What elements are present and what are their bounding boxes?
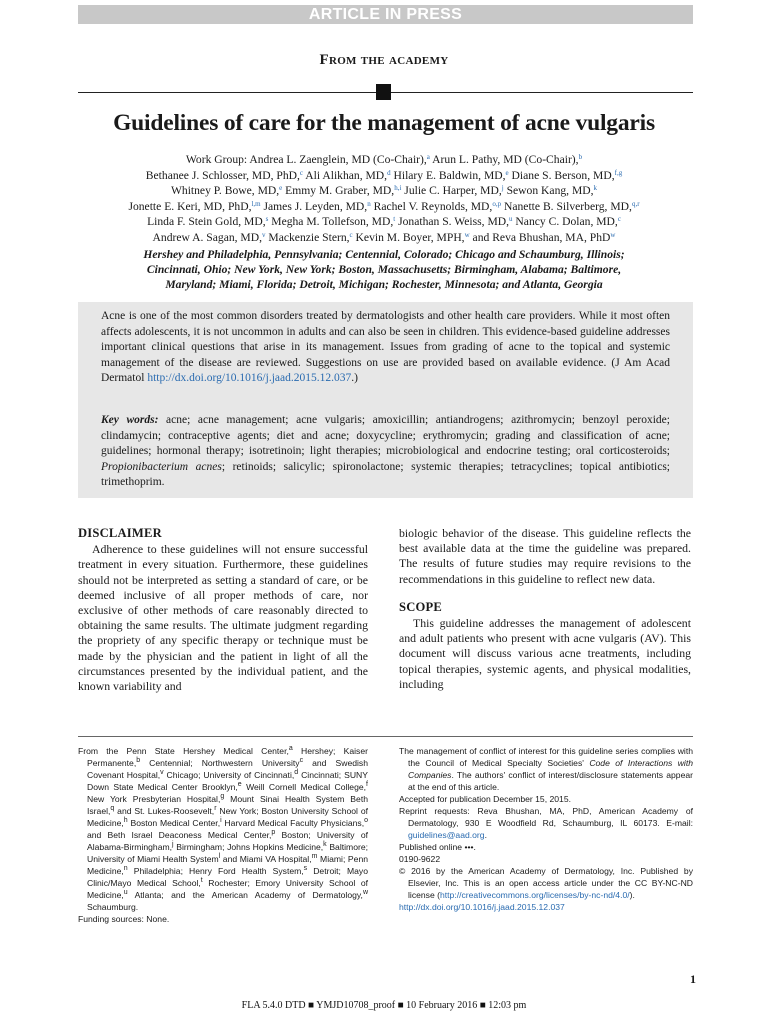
author-list bbox=[60, 152, 708, 246]
article-title: Guidelines of care for the management of acne vulgaris bbox=[113, 110, 655, 136]
keywords-text-end: ; retinoids; salicylic; spironolactone; systemic therapies; tetracyclines; topical antibiotics; trimethoprim. bbox=[101, 460, 670, 489]
affiliation-text: and Swedish Covenant Hospital, bbox=[87, 758, 368, 780]
copyright-note bbox=[399, 865, 693, 901]
author-name: Arun L. Pathy, MD (Co-Chair), bbox=[429, 153, 579, 166]
affiliation-marker[interactable]: h,i bbox=[394, 184, 402, 193]
affiliation-marker[interactable]: v bbox=[262, 230, 266, 239]
affiliation-key: s bbox=[303, 865, 308, 872]
author-name: Rachel V. Reynolds, MD, bbox=[370, 199, 493, 213]
email-link[interactable]: guidelines@aad.org bbox=[408, 830, 485, 840]
abstract-doi-link[interactable]: http://dx.doi.org/10.1016/j.jaad.2015.12.037 bbox=[147, 372, 352, 385]
author-name: Work Group: Andrea L. Zaenglein, MD (Co-Chair), bbox=[185, 153, 427, 166]
continuation-paragraph: biologic behavior of the disease. This guideline reflects the best available data at the time the guideline was prepared. The results of future studies may require revisions to the recommendations in this guideline to reflect new data. bbox=[399, 526, 691, 586]
affiliation-key: h bbox=[123, 817, 128, 824]
affiliation-key: k bbox=[323, 841, 327, 848]
affiliation-marker[interactable]: t bbox=[393, 215, 396, 224]
affiliation-text: and St. Lukes-Roosevelt, bbox=[114, 806, 215, 816]
author-name: James J. Leyden, MD, bbox=[260, 199, 368, 213]
affiliation-marker[interactable]: b bbox=[578, 153, 583, 161]
affiliation-text: Detroit; Mayo Clinic/Mayo Medical School, bbox=[87, 866, 368, 888]
keywords bbox=[101, 413, 670, 491]
author-name: Kevin M. Boyer, MPH, bbox=[352, 230, 465, 244]
location-line: Maryland; Miami, Florida; Detroit, Michigan; Rochester, Minnesota; and Atlanta, Georgia bbox=[165, 278, 603, 292]
affiliation-key: j bbox=[172, 841, 174, 848]
author-name: Jonette E. Keri, MD, PhD, bbox=[128, 199, 252, 213]
affiliation-text: Schaumburg. bbox=[87, 902, 139, 912]
affiliation-marker[interactable]: c bbox=[299, 168, 304, 177]
disclaimer-heading: DISCLAIMER bbox=[78, 526, 162, 540]
page-number: 1 bbox=[690, 972, 696, 986]
affiliation-marker[interactable]: s bbox=[265, 215, 269, 224]
affiliation-text: New York Presbyterian Hospital, bbox=[87, 794, 221, 804]
journal-name: J Am Acad Dermatol bbox=[101, 356, 670, 385]
conflict-text: The management of conflict of interest for this guideline series complies with the Council of Medical Specialty Societies' bbox=[399, 746, 693, 768]
article-notes bbox=[399, 745, 693, 913]
affiliation-marker[interactable]: w bbox=[464, 230, 470, 239]
affiliation-key: l bbox=[218, 853, 221, 860]
affiliation-text: Cincinnati; SUNY Down State Medical Center Brooklyn, bbox=[87, 770, 368, 792]
doi-link[interactable]: http://dx.doi.org/10.1016/j.jaad.2015.12.037 bbox=[399, 902, 565, 912]
license-link[interactable]: http://creativecommons.org/licenses/by-nc-nd/4.0/ bbox=[440, 890, 630, 900]
author-line bbox=[60, 199, 708, 215]
affiliation-text: Harvard Medical Faculty Physicians, bbox=[221, 818, 365, 828]
affiliation-marker[interactable]: q,r bbox=[631, 199, 640, 208]
author-line bbox=[60, 168, 708, 184]
affiliation-text: Centennial; Northwestern University bbox=[140, 758, 300, 768]
affiliation-marker[interactable]: u bbox=[509, 215, 513, 224]
affiliation-marker[interactable]: o,p bbox=[492, 199, 502, 208]
abstract-text: Acne is one of the most common disorders treated by dermatologists and other health care providers. While it most often affects adolescents, it is not uncommon in adults and can also be seen in children. This evidence-based guideline addresses important clinical questions that arise in its management. Issues from grading of acne to the topical and systemic management of the disease are reviewed. Suggestions on use are provided based on available evidence. ( bbox=[101, 310, 670, 369]
author-line bbox=[60, 152, 708, 168]
affiliation-text: Chicago; University of Cincinnati, bbox=[163, 770, 295, 780]
affiliation-text: and Miami VA Hospital, bbox=[220, 854, 312, 864]
affiliation-key: b bbox=[136, 757, 141, 764]
abstract-close: .) bbox=[351, 372, 358, 385]
author-name: Megha M. Tollefson, MD, bbox=[268, 215, 394, 229]
affiliation-marker[interactable]: a bbox=[426, 153, 430, 161]
keywords-label: Key words: bbox=[101, 414, 159, 426]
author-line bbox=[60, 214, 708, 230]
affiliation-key: r bbox=[214, 805, 217, 812]
scope-heading: SCOPE bbox=[399, 599, 442, 614]
affiliation-marker[interactable]: j bbox=[501, 184, 504, 193]
author-name: Linda F. Stein Gold, MD, bbox=[147, 215, 266, 229]
affiliation-marker[interactable]: c bbox=[349, 230, 353, 239]
affiliation-text: Rochester; Emory University School of Medicine, bbox=[87, 878, 368, 900]
keywords-text: acne; acne management; acne vulgaris; amoxicillin; antiandrogens; azithromycin; benzoyl peroxide; clindamycin; contraceptive agents; diet and acne; doxycycline; erythromycin; grading and classification of acne; guidelines; hormonal therapy; isotretinoin; light therapies; microbiological and endocrine testing; oral corticosteroids; bbox=[101, 414, 670, 458]
author-line bbox=[60, 230, 708, 246]
funding-note: Funding sources: None. bbox=[78, 914, 170, 924]
affiliation-key: c bbox=[299, 757, 304, 764]
affiliation-key: p bbox=[271, 829, 276, 836]
footnote-rule bbox=[78, 736, 693, 737]
affiliation-text: Miami; Penn Medicine, bbox=[87, 854, 368, 876]
location-line: Cincinnati, Ohio; New York, New York; Boston, Massachusetts; Birmingham, Alabama; Baltimore, bbox=[146, 263, 622, 277]
author-name: and Reva Bhushan, MA, PhD bbox=[469, 230, 611, 244]
affiliation-text: Weill Cornell Medical College, bbox=[241, 782, 367, 792]
affiliation-text: New York; Boston University School of Medicine, bbox=[87, 806, 368, 828]
author-name: Mackenzie Stern, bbox=[265, 230, 350, 244]
affiliation-text: Birmingham; Johns Hopkins Medicine, bbox=[173, 842, 324, 852]
affiliation-key: v bbox=[160, 769, 164, 776]
scope-paragraph: This guideline addresses the management of adolescent and adult patients who present with acne vulgaris (AV). This document will discuss various acne treatments, including topical therapies, systemic agents, and physical modalities, including bbox=[399, 616, 691, 691]
affiliation-text: Mount Sinai Health System Beth Israel, bbox=[87, 794, 368, 816]
affiliation-key: n bbox=[123, 865, 128, 872]
author-name: Emmy M. Graber, MD, bbox=[282, 184, 395, 198]
affiliation-key: q bbox=[110, 805, 115, 812]
affiliation-key: e bbox=[237, 781, 242, 788]
affiliations-note bbox=[78, 745, 368, 913]
published-note: Published online •••. bbox=[399, 842, 476, 852]
conflict-text-end: . The authors' conflict of interest/disclosure statements appear at the end of this article. bbox=[408, 770, 693, 792]
conflict-code: Code of Interactions with Companies bbox=[408, 758, 693, 780]
location-line: Hershey and Philadelphia, Pennsylvania; Centennial, Colorado; Chicago and Schaumburg, Illinois; bbox=[143, 248, 625, 261]
affiliation-text: Philadelphia; Henry Ford Health System, bbox=[127, 866, 304, 876]
author-name: Whitney P. Bowe, MD, bbox=[170, 184, 280, 198]
affiliation-key: u bbox=[123, 889, 128, 896]
affiliation-marker[interactable]: w bbox=[610, 230, 616, 239]
abstract bbox=[101, 309, 670, 387]
proof-footer: FLA 5.4.0 DTD ■ YMJD10708_proof ■ 10 February 2016 ■ 12:03 pm bbox=[241, 1000, 527, 1011]
left-column bbox=[78, 526, 368, 694]
affiliation-key: d bbox=[294, 769, 299, 776]
author-name: Bethanee J. Schlosser, MD, PhD, bbox=[145, 168, 300, 182]
title-rule-ornament bbox=[376, 84, 391, 100]
copyright-text: © 2016 by the American Academy of Dermatology, Inc. Published by Elsevier, Inc. This is an open access article under the CC BY-NC-ND license ( bbox=[399, 866, 693, 900]
disclaimer-paragraph: Adherence to these guidelines will not ensure successful treatment in every situation. Furthermore, these guidelines should not be interpreted as setting a standard of care, or be deemed inclusive of all proper methods of care, nor exclusive of other methods of care reasonably directed to obtaining the same results. The ultimate judgment regarding the propriety of any specific therapy or technique must be made by the physician and the patient in light of all the circumstances presented by the individual patient, and the known variability and bbox=[78, 542, 368, 694]
conflict-note bbox=[399, 745, 693, 793]
issn-note: 0190-9622 bbox=[399, 854, 441, 864]
affiliation-marker[interactable]: n bbox=[367, 199, 371, 208]
affiliation-key: w bbox=[362, 889, 368, 896]
author-name: Andrew A. Sagan, MD, bbox=[152, 230, 263, 244]
affiliation-key: o bbox=[364, 817, 368, 824]
affiliation-marker[interactable]: f,g bbox=[614, 168, 623, 177]
affiliation-marker[interactable]: e bbox=[279, 184, 283, 193]
reprint-text: Reprint requests: Reva Bhushan, MA, PhD, American Academy of Dermatology, 930 E Woodfield Rd, Schaumburg, IL 60173. E-mail: bbox=[399, 806, 693, 828]
affiliation-text: Boston Medical Center, bbox=[127, 818, 221, 828]
accepted-note: Accepted for publication December 15, 2015. bbox=[399, 794, 571, 804]
affiliation-text: Atlanta; and the American Academy of Dermatology, bbox=[127, 890, 363, 900]
author-name: Diane S. Berson, MD, bbox=[508, 168, 615, 182]
author-line bbox=[60, 183, 708, 199]
author-name: Nanette B. Silverberg, MD, bbox=[501, 199, 632, 213]
author-name: Sewon Kang, MD, bbox=[503, 184, 594, 198]
affiliation-text: Hershey; Kaiser Permanente, bbox=[87, 746, 368, 768]
affiliation-footnotes bbox=[78, 745, 368, 925]
author-name: Julie C. Harper, MD, bbox=[401, 184, 502, 198]
author-locations bbox=[60, 247, 708, 293]
author-name: Jonathan S. Weiss, MD, bbox=[395, 215, 510, 229]
affiliation-key: g bbox=[220, 793, 225, 800]
reprint-note: Reprint requests: Reva Bhushan, MA, PhD, American Academy of Dermatology, 930 E Woodfield Rd, Schaumburg, IL 60173. E-mail: guidelines@aad.org. bbox=[399, 806, 693, 840]
affiliation-key: i bbox=[220, 817, 222, 824]
section-heading: From the academy bbox=[319, 52, 449, 68]
copyright-close: ). bbox=[629, 890, 635, 900]
affiliation-text: and Beth Israel Deaconess Medical Center, bbox=[87, 830, 272, 840]
affiliation-marker[interactable]: l,m bbox=[251, 199, 261, 208]
author-name: Ali Alikhan, MD, bbox=[303, 168, 388, 182]
affiliation-key: m bbox=[311, 853, 318, 860]
affiliation-text: From the Penn State Hershey Medical Center, bbox=[78, 746, 289, 756]
affiliation-text: Boston; University of Alabama-Birmingham, bbox=[87, 830, 368, 852]
keywords-italic: Propionibacterium acnes bbox=[101, 460, 222, 473]
affiliation-marker[interactable]: d bbox=[387, 168, 391, 177]
right-column bbox=[399, 526, 691, 692]
author-name: Nancy C. Dolan, MD, bbox=[512, 215, 618, 229]
author-name: Hilary E. Baldwin, MD, bbox=[390, 168, 506, 182]
affiliation-marker[interactable]: c bbox=[617, 215, 621, 224]
affiliation-key: a bbox=[288, 745, 293, 752]
affiliation-marker[interactable]: k bbox=[593, 184, 598, 193]
article-in-press-banner: ARTICLE IN PRESS bbox=[78, 5, 693, 24]
affiliation-marker[interactable]: e bbox=[505, 168, 509, 177]
affiliation-key: f bbox=[366, 781, 368, 788]
affiliation-key: t bbox=[200, 877, 203, 884]
affiliation-text: Baltimore; University of Miami Health System bbox=[87, 842, 369, 864]
